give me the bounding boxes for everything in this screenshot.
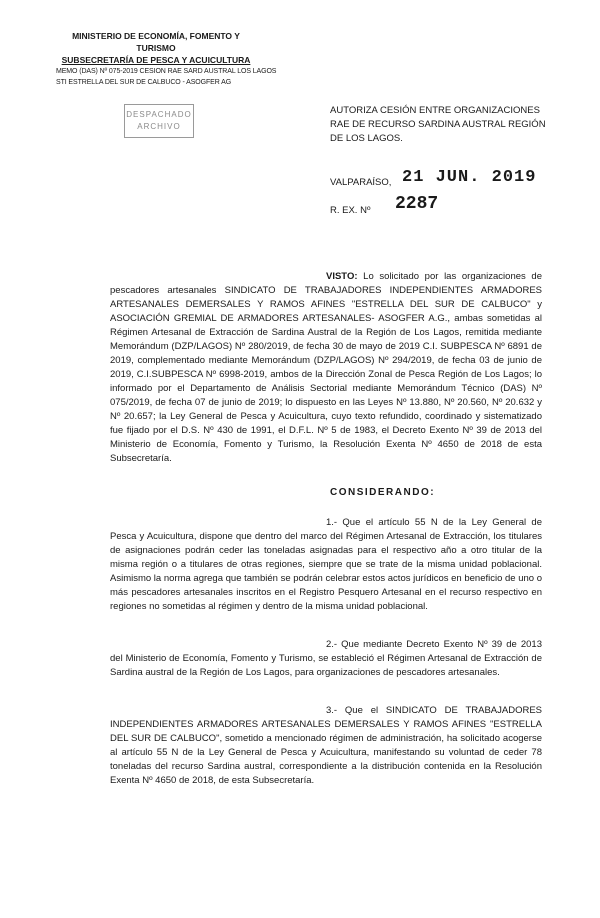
considerando-1: 1.- Que el artículo 55 N de la Ley General de Pesca y Acuicultura, dispone que dentro del marco del Régimen Artesanal de Extracción, los titulares de asignaciones podrán ceder las toneladas asignadas para el respectivo año a otro titular de la misma región o a titulares de otras regiones, siempre que se trate de la misma unidad poblacional. Asimismo la norma agrega que también se podrán celebrar estos actos jurídicos en beneficio de uno o más pescadores artesanales inscritos en el Registro Pesquero Artesanal en el recurso respectivo en regiones no sometidas al régimen y dentro de la misma unidad poblacional. [110, 517, 542, 612]
visto-label: VISTO: [326, 271, 358, 282]
letterhead [56, 30, 296, 88]
subsecretaria-name: SUBSECRETARÍA DE PESCA Y ACUICULTURA [61, 55, 251, 65]
ministry-name: MINISTERIO DE ECONOMÍA, FOMENTO Y TURISMO [72, 31, 240, 53]
resolution-label: R. EX. Nº [330, 205, 371, 216]
received-stamp: DESPACHADO ARCHIVO [124, 104, 194, 138]
memo-reference: MEMO (DAS) Nº 075-2019 CESION RAE SARD AUSTRAL LOS LAGOS [56, 68, 277, 75]
visto-text: Lo solicitado por las organizaciones de pescadores artesanales SINDICATO DE TRABAJADORES INDEPENDIENTES ARMADORES ARTESANALES DEMERSALES Y RAMOS AFINES "ESTRELLA DEL SUR DE CALBUCO" y ASOCIACIÓN GREMIAL DE ARMADORES ARTESANALES- ASOGFER A.G., ambas sometidas al Régimen Artesanal de Extracción de Sardina Austral de la Región de Los Lagos, remitida mediante Memorándum (DZP/LAGOS) Nº 280/2019, de fecha 30 de mayo de 2019 C.I. SUBPESCA Nº 6891 de 2019, complementado mediante Memorándum (DZP/LAGOS) Nº 294/2019, de fecha 03 de junio de 2019, C.I.SUBPESCA Nº 6998-2019, ambos de la Dirección Zonal de Pesca Región de Los Lagos; lo informado por el Departamento de Análisis Sectorial mediante Memorándum Técnico (DAS) Nº 075/2019, de fecha 07 de junio de 2019; lo dispuesto en las Leyes Nº 13.880, Nº 20.560, Nº 20.632 y Nº 20.657; la Ley General de Pesca y Acuicultura, cuyo texto refundido, coordinado y sistematizado fue fijado por el D.S. Nº 430 de 1991, el D.F.L. Nº 5 de 1983, el Decreto Exento Nº 39 de 2013 del Ministerio de Economía, Fomento y Turismo, la Resolución Exenta Nº 4650 de 2018 de esta Subsecretaría. [110, 271, 543, 464]
considerando-heading: CONSIDERANDO: [330, 487, 436, 498]
place-label: VALPARAÍSO, [330, 177, 392, 188]
visto-paragraph [110, 270, 542, 466]
resolution-number: 2287 [395, 194, 439, 214]
organization-reference: STI ESTRELLA DEL SUR DE CALBUCO - ASOGFER AG [56, 79, 232, 86]
considerando-2: 2.- Que mediante Decreto Exento Nº 39 de 2013 del Ministerio de Economía, Fomento y Turismo, se estableció el Régimen Artesanal de Extracción de Sardina austral de la Región de Los Lagos, para organizaciones de pescadores artesanales. [110, 639, 542, 678]
document-subject: AUTORIZA CESIÓN ENTRE ORGANIZACIONES RAE DE RECURSO SARDINA AUSTRAL REGIÓN DE LOS LAGOS. [330, 105, 546, 144]
document-date: 21 JUN. 2019 [402, 168, 537, 187]
considerando-3: 3.- Que el SINDICATO DE TRABAJADORES INDEPENDIENTES ARMADORES ARTESANALES DEMERSALES Y RAMOS AFINES "ESTRELLA DEL SUR DE CALBUCO", sometido a mencionado régimen de administración, ha solicitado acogerse al artículo 55 N de la Ley General de Pesca y Acuicultura, manifestando su voluntad de ceder 78 toneladas del recurso Sardina austral, correspondiente a la distribución contenida en la Resolución Exenta Nº 4650 de 2018, de esta Subsecretaría. [110, 705, 542, 786]
